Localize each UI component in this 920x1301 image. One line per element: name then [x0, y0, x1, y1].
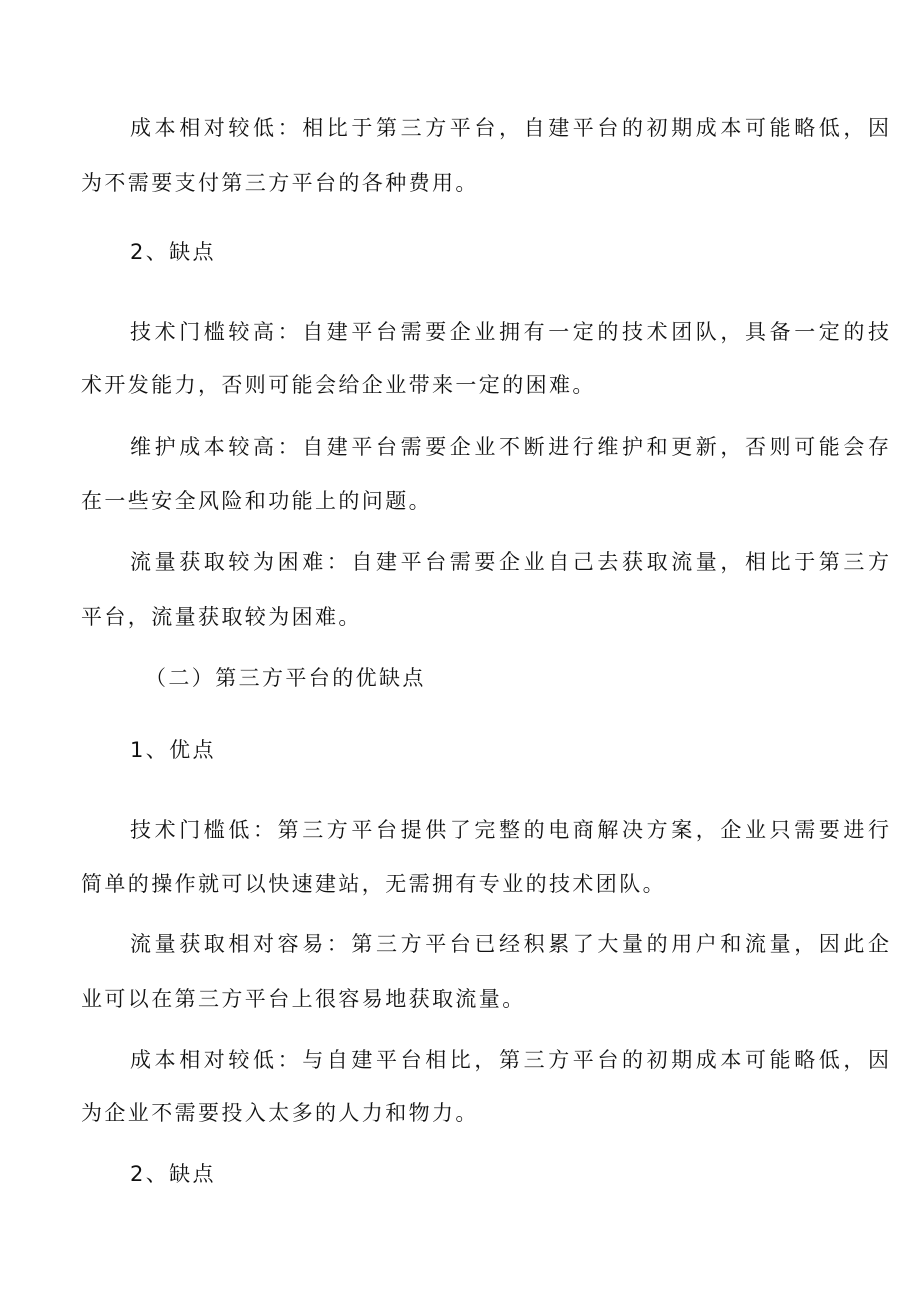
paragraph-line: 在一些安全风险和功能上的问题。: [81, 489, 432, 513]
paragraph-line: 简单的操作就可以快速建站，无需拥有专业的技术团队。: [81, 872, 666, 896]
section-heading: 2、缺点: [130, 1162, 216, 1186]
paragraph-line: 业可以在第三方平台上很容易地获取流量。: [81, 987, 526, 1011]
paragraph-line: 平台，流量获取较为困难。: [81, 605, 362, 629]
paragraph-line: 为企业不需要投入太多的人力和物力。: [81, 1101, 479, 1125]
paragraph-line: 流量获取相对容易：第三方平台已经积累了大量的用户和流量，因此企: [130, 932, 893, 956]
subsection-heading: （二）第三方平台的优缺点: [145, 666, 426, 690]
paragraph-line: 成本相对较低：与自建平台相比，第三方平台的初期成本可能略低，因: [130, 1048, 893, 1072]
paragraph-line: 为不需要支付第三方平台的各种费用。: [81, 171, 479, 195]
paragraph-line: 技术门槛低：第三方平台提供了完整的电商解决方案，企业只需要进行: [130, 818, 893, 842]
paragraph-line: 流量获取较为困难：自建平台需要企业自己去获取流量，相比于第三方: [130, 550, 893, 574]
paragraph-line: 技术门槛较高：自建平台需要企业拥有一定的技术团队，具备一定的技: [130, 320, 893, 344]
paragraph-line: 成本相对较低：相比于第三方平台，自建平台的初期成本可能略低，因: [130, 116, 893, 140]
paragraph-line: 维护成本较高：自建平台需要企业不断进行维护和更新，否则可能会存: [130, 435, 893, 459]
paragraph-line: 术开发能力，否则可能会给企业带来一定的困难。: [81, 373, 596, 397]
section-heading: 2、缺点: [130, 240, 216, 264]
section-heading: 1、优点: [130, 738, 216, 762]
